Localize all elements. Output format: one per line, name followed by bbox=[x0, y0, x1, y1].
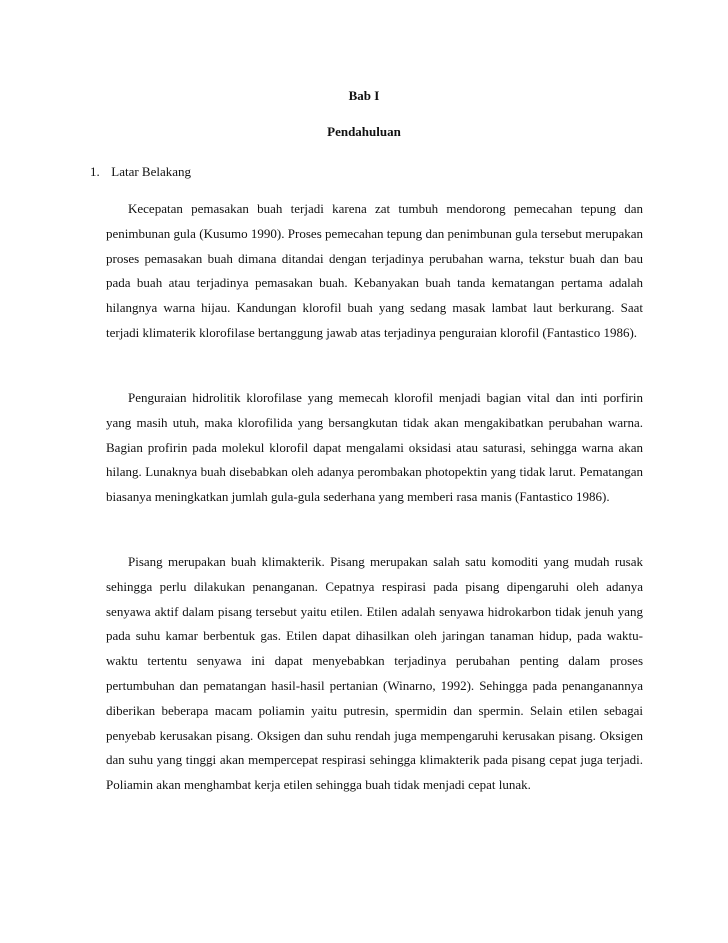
paragraph-block-3 bbox=[106, 550, 643, 798]
paragraph: Kecepatan pemasakan buah terjadi karena zat tumbuh mendorong pemecahan tepung dan penimbunan gula (Kusumo 1990). Proses pemecahan tepung dan penimbunan gula tersebut merupakan proses pemasakan buah dimana ditandai dengan terjadinya perubahan warna, tekstur buah dan bau pada buah atau terjadinya pemasakan buah. Kebanyakan buah tanda kematangan pertama adalah hilangnya warna hijau. Kandungan klorofil buah yang sedang masak lambat laut berkurang. Saat terjadi klimaterik klorofilase bertanggung jawab atas terjadinya penguraian klorofil (Fantastico 1986). bbox=[106, 201, 643, 340]
chapter-heading: Bab I bbox=[348, 88, 380, 103]
paragraph: Penguraian hidrolitik klorofilase yang memecah klorofil menjadi bagian vital dan inti porfirin yang masih utuh, maka klorofilida yang bersangkutan tidak akan mengakibatkan perubahan warna. Bagian profirin pada molekul klorofil dapat mengalami oksidasi atau saturasi, sehingga warna akan hilang. Lunaknya buah disebabkan oleh adanya perombakan photopektin yang tidak larut. Pematangan biasanya meningkatkan jumlah gula-gula sederhana yang memberi rasa manis (Fantastico 1986). bbox=[106, 390, 643, 505]
chapter-title: Pendahuluan bbox=[327, 124, 401, 139]
paragraph-block-2 bbox=[106, 386, 643, 510]
paragraph-block-1 bbox=[106, 197, 643, 346]
section-title: Latar Belakang bbox=[111, 164, 192, 179]
section-number: 1. bbox=[90, 164, 100, 179]
section-heading bbox=[90, 164, 191, 180]
paragraph: Pisang merupakan buah klimakterik. Pisang merupakan salah satu komoditi yang mudah rusak sehingga perlu dilakukan penanganan. Cepatnya respirasi pada pisang dipengaruhi oleh adanya senyawa aktif dalam pisang tersebut yaitu etilen. Etilen adalah senyawa hidrokarbon tidak jenuh yang pada suhu kamar berbentuk gas. Etilen dapat dihasilkan oleh jaringan tanaman hidup, pada waktu-waktu tertentu senyawa ini dapat menyebabkan terjadinya perubahan penting dalam proses pertumbuhan dan pematangan hasil-hasil pertanian (Winarno, 1992). Sehingga pada penanganannya diberikan beberapa macam poliamin yaitu putresin, spermidin dan spermin. Selain etilen sebagai penyebab kerusakan pisang. Oksigen dan suhu rendah juga mempengaruhi kerusakan pisang. Oksigen dan suhu yang tinggi akan mempercepat respirasi sehingga klimakterik pada pisang cepat juga terjadi. Poliamin akan menghambat kerja etilen sehingga buah tidak menjadi cepat lunak. bbox=[106, 554, 643, 793]
